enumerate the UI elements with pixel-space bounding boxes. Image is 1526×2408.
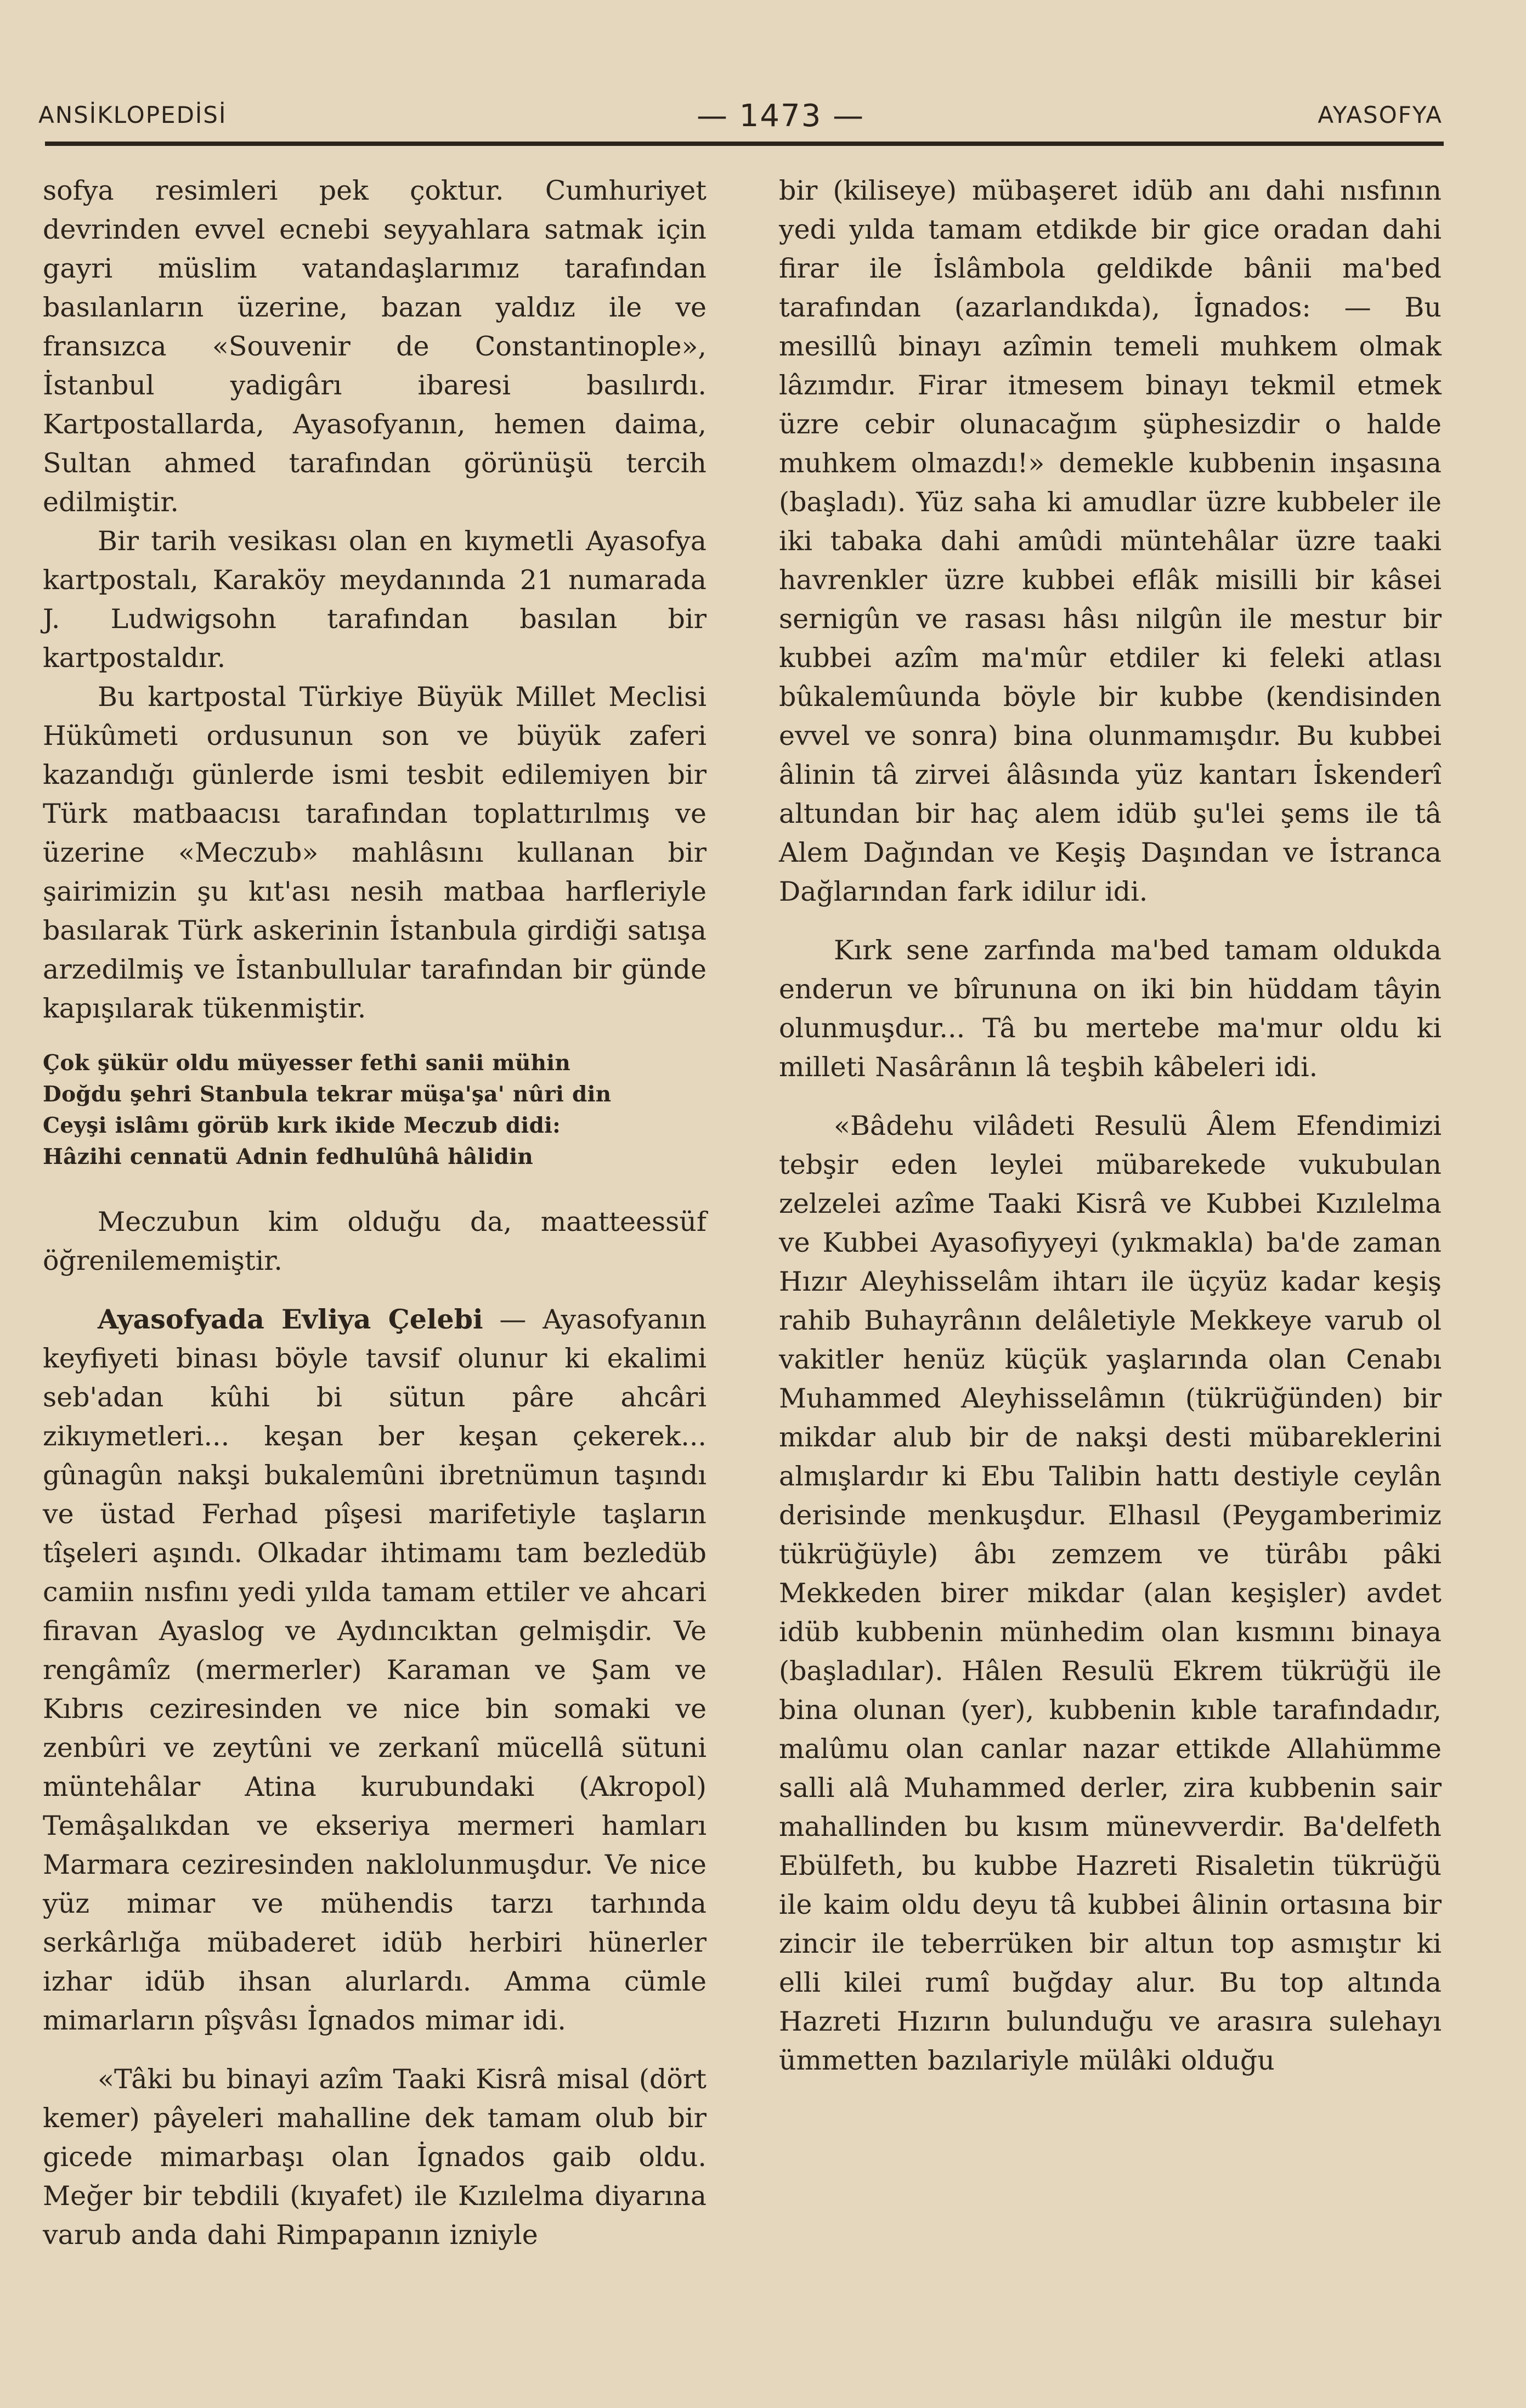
paragraph: «Tâki bu binayi azîm Taaki Kisrâ misal (dört kemer) pâyeleri mahalline dek tamam olub bir gicede mimarbaşı olan İgnados gaib oldu. Meğer bir tebdili (kıyafet) ile Kızılelma diyarına varub anda dahi Rimpapanın izniyle (43, 2064, 707, 2251)
section-heading: Ayasofyada Evliya Çelebi (98, 1303, 483, 1335)
section-body: — Ayasofyanın keyfiyeti binası böyle tavsif olunur ki ekalimi seb'adan kûhi bi sütun pâre ahcâri zikıymetleri... keşan ber keşan çekerek... gûnagûn nakşi bukalemûni ibretnümun taşındı ve üstad Ferhad pîşesi marifetiyle taşların tîşeleri aşındı. Olkadar ihtimamı tam bezledüb camiin nısfını yedi yılda tamam ettiler ve ahcari firavan Ayaslog ve Aydıncıktan gelmişdir. Ve rengâmîz (mermerler) Karaman ve Şam ve Kıbrıs ceziresinden ve nice bin somaki ve zenbûri ve zeytûni ve zerkanî mücellâ sütuni müntehâlar Atina kurubundaki (Akropol) Temâşalıkdan ve ekseriya mermeri hamları Marmara ceziresinden naklolunmuşdur. Ve nice yüz mimar ve mühendis tarzı tarhında serkârlığa mübaderet idüb herbiri hünerler izhar idüb ihsan alurlardı. Amma cümle mimarların pîşvâsı İgnados mimar idi. (43, 1304, 707, 2036)
paragraph: Bir tarih vesikası olan en kıymetli Ayasofya kartpostalı, Karaköy meydanında 21 numarada J. Ludwigsohn tarafından basılan bir kartpostaldır. (43, 525, 707, 674)
verse-line: Çok şükür oldu müyesser fethi sanii mühin (43, 1050, 571, 1076)
paragraph: sofya resimleri pek çoktur. Cumhuriyet devrinden evvel ecnebi seyyahlara satmak için gayri müslim vatandaşlarımız tarafından basılanların üzerine, bazan yaldız ile ve fransızca «Souvenir de Constantinople», İstanbul yadigârı ibaresi basılırdı. Kartpostallarda, Ayasofyanın, hemen daima, Sultan ahmed tarafından görünüşü tercih edilmiştir. (43, 175, 707, 518)
left-column (43, 171, 707, 2254)
verse-block (43, 1048, 707, 1173)
paragraph: Bu kartpostal Türkiye Büyük Millet Meclisi Hükûmeti ordusunun son ve büyük zaferi kazandığı günlerde ismi tesbit edilemiyen bir Türk matbaacısı tarafından toplattırılmış ve üzerine «Meczub» mahlâsını kullanan bir şairimizin şu kıt'ası nesih matbaa harfleriyle basılarak Türk askerinin İstanbula girdiği satışa arzedilmiş ve İstanbullular tarafından bir günde kapışılarak tükenmiştir. (43, 681, 707, 1024)
verse-line: Hâzihi cennatü Adnin fedhulûhâ hâlidin (43, 1144, 533, 1169)
header-entry-title: AYASOFYA (1318, 101, 1443, 128)
right-column (779, 171, 1442, 2080)
paragraph: Kırk sene zarfında ma'bed tamam oldukda enderun ve bîrununa on iki bin hüddam tâyin olunmuşdur... Tâ bu mertebe ma'mur oldu ki milleti Nasârânın lâ teşbih kâbeleri idi. (779, 935, 1442, 1083)
header-encyclopedia-title: ANSİKLOPEDİSİ (38, 101, 227, 128)
paragraph: bir (kiliseye) mübaşeret idüb anı dahi nısfının yedi yılda tamam etdikde bir gice oradan dahi firar ile İslâmbola geldikde bânii ma'bed tarafından (azarlandıkda), İgnados: — Bu mesillû binayı azîmin temeli muhkem olmak lâzımdır. Firar itmesem binayı tekmil etmek üzre cebir olunacağım şüphesizdir o halde muhkem olmazdı!» demekle kubbenin inşasına (başladı). Yüz saha ki amudlar üzre kubbeler ile iki tabaka dahi amûdi müntehâlar üzre taaki havrenkler üzre kubbei eflâk misilli bir kâsei sernigûn ve rasası hâsı nilgûn ile mestur bir kubbei azîm ma'mûr etdiler ki feleki atlası bûkalemûunda böyle bir kubbe (kendisinden evvel ve sonra) bina olunmamışdır. Bu kubbei âlinin tâ zirvei âlâsında yüz kantarı İskenderî altundan bir haç alem idüb şu'lei şems ile tâ Alem Dağından ve Keşiş Daşından ve İstranca Dağlarından fark idilur idi. (779, 175, 1442, 907)
header-rule (45, 142, 1444, 146)
page-number: — 1473 — (697, 98, 865, 134)
verse-line: Ceyşi islâmı görüb kırk ikide Meczub didi: (43, 1113, 561, 1138)
paragraph: «Bâdehu vilâdeti Resulü Âlem Efendimizi tebşir eden leylei mübarekede vukubulan zelzelei azîme Taaki Kisrâ ve Kubbei Kızılelma ve Kubbei Ayasofiyyeyi (yıkmakla) ba'de zaman Hızır Aleyhisselâm ihtarı ile üçyüz kadar keşiş rahib Buhayrânın delâletiyle Mekkeye varub ol vakitler henüz küçük yaşlarında olan Cenabı Muhammed Aleyhisselâmın (tükrüğünden) bir mikdar alub bir de nakşi desti mübareklerini almışlardır ki Ebu Talibin hattı destiyle ceylân derisinde menkuşdur. Elhasıl (Peygamberimiz tükrüğüyle) âbı zemzem ve türâbı pâki Mekkeden birer mikdar (alan keşişler) avdet idüb kubbenin münhedim olan kısmını binaya (başladılar). Hâlen Resulü Ekrem tükrüğü ile bina olunan (yer), kubbenin kıble tarafındadır, malûmu olan canlar nazar ettikde Allahümme salli alâ Muhammed derler, zira kubbenin sair mahallinden bu kısım münevverdir. Ba'delfeth Ebülfeth, bu kubbe Hazreti Risaletin tükrüğü ile kaim oldu deyu tâ kubbei âlinin ortasına bir zincir ile teberrüken bir altun top asmıştır ki elli kilei rumî buğday alur. Bu top altında Hazreti Hızırın bulunduğu ve arasıra sulehayı ümmetten bazılariyle mülâki olduğu (779, 1110, 1442, 2076)
verse-line: Doğdu şehri Stanbula tekrar müşa'şa' nûri din (43, 1082, 612, 1107)
paragraph: Meczubun kim olduğu da, maatteessüf öğrenilememiştir. (43, 1206, 707, 1276)
section-paragraph (43, 1300, 707, 2040)
page-header (38, 96, 1443, 145)
